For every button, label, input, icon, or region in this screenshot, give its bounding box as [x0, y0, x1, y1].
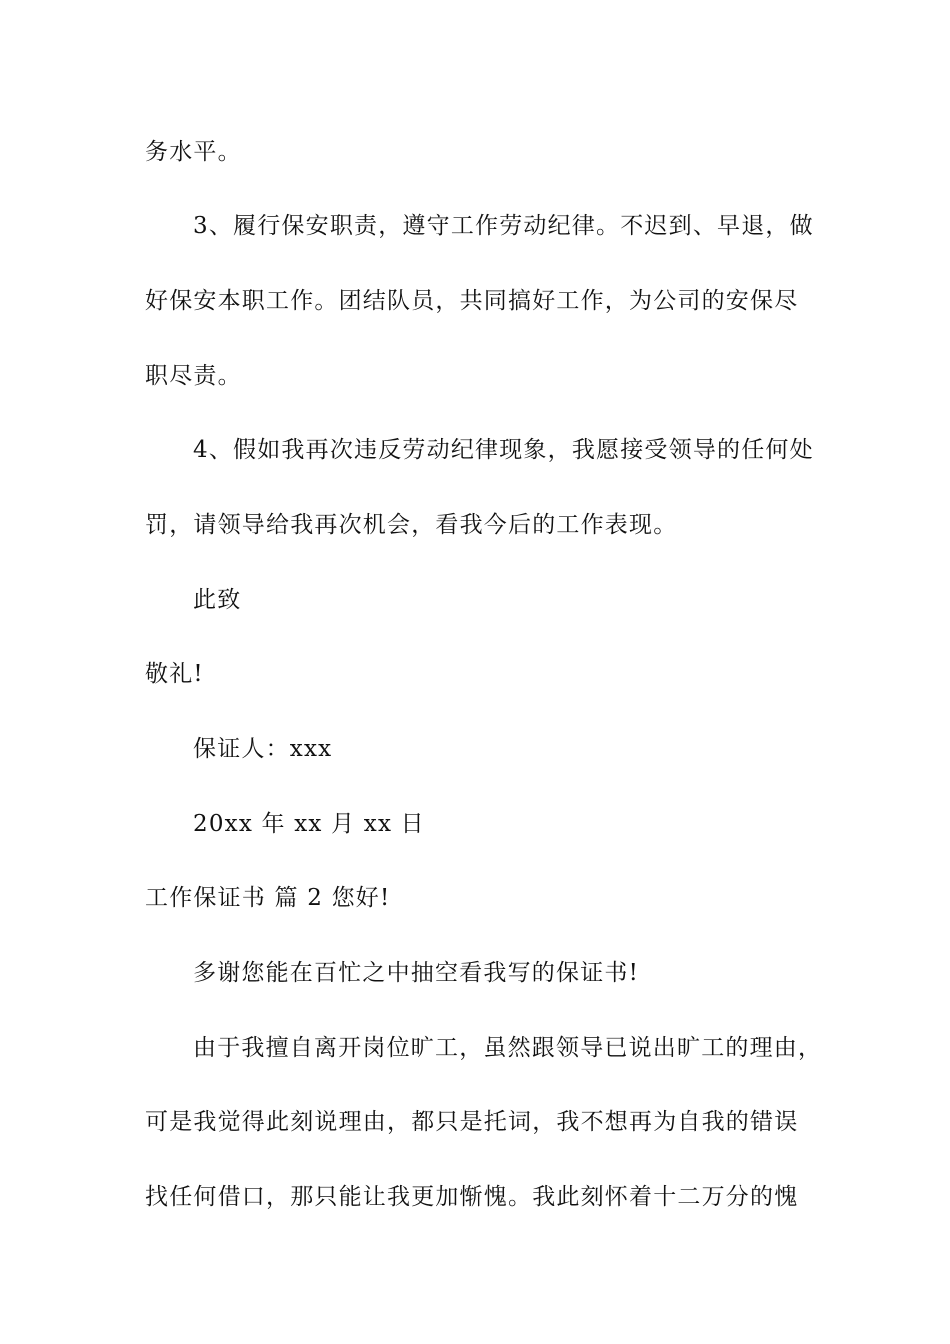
text-line: 罚，请领导给我再次机会，看我今后的工作表现。 [145, 512, 678, 538]
section-heading: 工作保证书 篇 2 您好! [145, 885, 391, 911]
text-line: 3、履行保安职责，遵守工作劳动纪律。不迟到、早退，做 [193, 213, 814, 239]
text-line: 务水平。 [145, 139, 242, 165]
text-line: 好保安本职工作。团结队员，共同搞好工作，为公司的安保尽 [145, 288, 799, 314]
text-line: 可是我觉得此刻说理由，都只是托词，我不想再为自我的错误 [145, 1109, 799, 1135]
text-line: 由于我擅自离开岗位旷工，虽然跟领导已说出旷工的理由， [193, 1035, 823, 1061]
text-line: 职尽责。 [145, 363, 242, 389]
text-line: 多谢您能在百忙之中抽空看我写的保证书! [193, 960, 640, 986]
signatory: 保证人：xxx [193, 736, 333, 762]
date-line: 20xx 年 xx 月 xx 日 [193, 811, 425, 837]
closing-phrase: 此致 [193, 587, 242, 613]
salutation: 敬礼! [145, 661, 204, 687]
text-line: 4、假如我再次违反劳动纪律现象，我愿接受领导的任何处 [193, 437, 814, 463]
text-line: 找任何借口，那只能让我更加惭愧。我此刻怀着十二万分的愧 [145, 1184, 799, 1210]
